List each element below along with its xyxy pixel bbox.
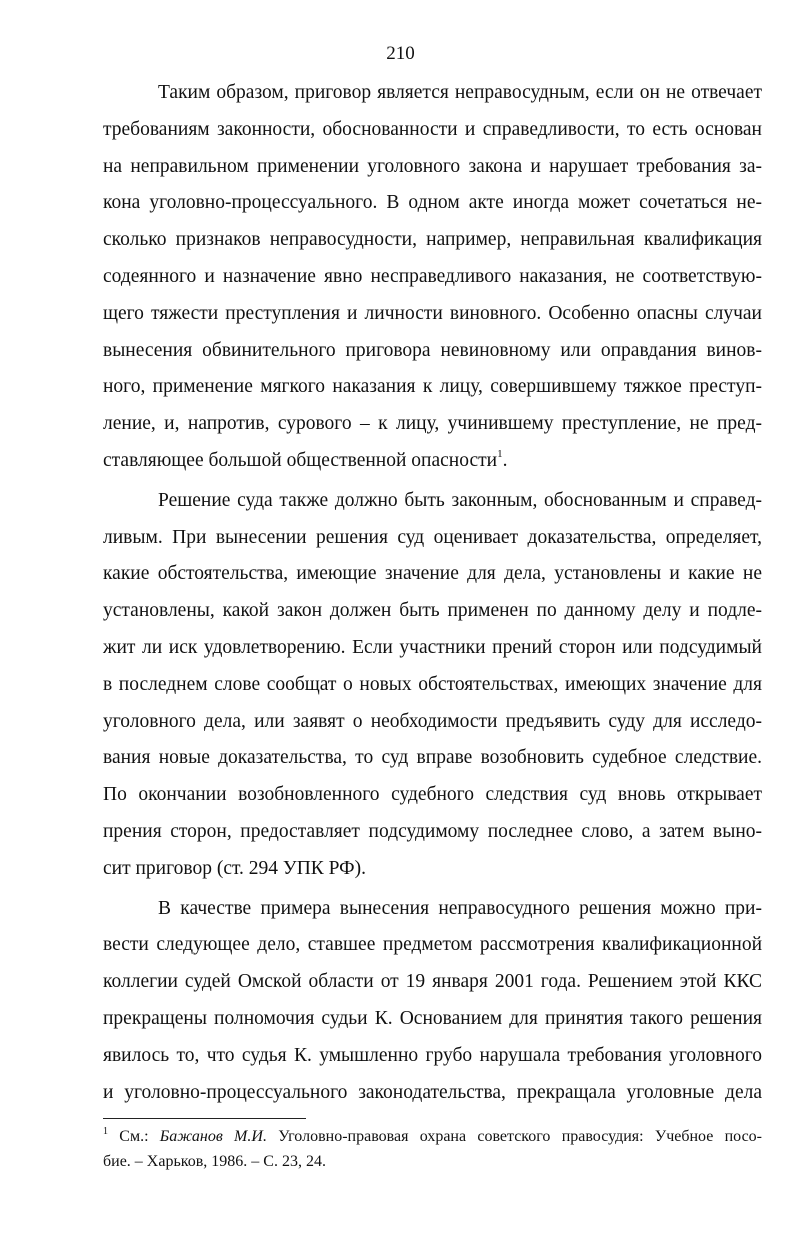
text-line: ливым. При вынесении решения суд оценивает доказательства, определяет, [103,526,762,548]
text-line: требованиям законности, обоснованности и справедливости, то есть основан [103,118,762,140]
footnote-line: бие. – Харьков, 1986. – С. 23, 24. [103,1153,326,1170]
footnote-separator [103,1118,306,1119]
text-line: жит ли иск удовлетворению. Если участники прений сторон или подсудимый [103,636,762,658]
text-line: щего тяжести преступления и личности виновного. Особенно опасны случаи [103,302,762,324]
text-line [103,443,762,480]
footnote-author: Бажанов М.И. [159,1128,267,1145]
text-line: сит приговор (ст. 294 УПК РФ). [103,857,366,879]
text-line: По окончании возобновленного судебного следствия суд вновь открывает [103,784,762,806]
text-line: установлены, какой закон должен быть применен по данному делу и подле- [103,600,762,622]
text-line: вания новые доказательства, то суд вправе возобновить судебное следствие. [103,747,762,769]
text-line: какие обстоятельства, имеющие значение для дела, установлены и какие не [103,563,762,585]
text-line: кона уголовно-процессуального. В одном акте иногда может сочетаться не- [103,192,762,214]
text-line: сколько признаков неправосудности, например, неправильная квалификация [103,229,762,251]
footnote-line [103,1124,762,1149]
text-line: Таким образом, приговор является неправосудным, если он не отвечает [158,82,762,103]
text-line: Решение суда также должно быть законным, обоснованным и справед- [158,489,762,511]
footnote-title: Уголовно-правовая охрана советского правосудия: Учебное посо- [266,1128,763,1145]
text-line: прекращены полномочия судьи К. Основанием для принятия такого решения [103,1007,762,1029]
text-line: и уголовно-процессуального законодательства, прекращала уголовные дела [103,1081,762,1103]
text-line: уголовного дела, или заявят о необходимости предъявить суду для исследо- [103,710,762,732]
footnote-reference: 1 [497,447,503,460]
text-line: на неправильном применении уголовного закона и нарушает требования за- [103,155,762,177]
main-text [103,75,762,1111]
sentence-end: . [502,449,508,471]
text-line: явилось то, что судья К. умышленно грубо нарушала требования уголовного [103,1044,762,1066]
page-number: 210 [386,43,415,64]
text-line: ного, применение мягкого наказания к лицу, совершившему тяжкое преступ- [103,376,762,398]
text-line: в последнем слове сообщат о новых обстоятельствах, имеющих значение для [103,673,762,695]
text-line: В качестве примера вынесения неправосудного решения можно при- [158,897,762,919]
text-line-content: ставляющее большой общественной опасности [103,449,498,471]
footnote [103,1124,762,1174]
text-line: коллегии судей Омской области от 19 января 2001 года. Решением этой ККС [103,971,762,993]
footnote-marker: 1 [103,1126,108,1137]
text-line: ление, и, напротив, сурового – к лицу, учинившему преступление, не пред- [103,413,762,435]
text-line: вести следующее дело, ставшее предметом рассмотрения квалификационной [103,934,762,956]
text-line: содеянного и назначение явно несправедливого наказания, не соответствую- [103,265,762,287]
text-line: вынесения обвинительного приговора невиновному или оправдания винов- [103,339,762,361]
text-line: прения сторон, предоставляет подсудимому последнее слово, а затем выно- [103,820,762,842]
footnote-prefix: См.: [119,1128,160,1145]
